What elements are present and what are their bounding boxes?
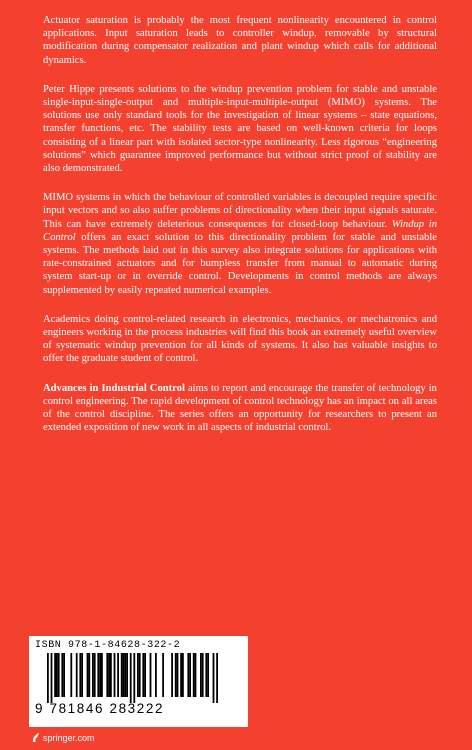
publisher-link[interactable] [31,732,95,743]
barcode-bar [63,653,65,697]
barcode-bar [58,653,60,697]
barcode-bar [47,653,49,703]
barcode-bar [216,653,218,703]
barcode-bar [162,653,164,697]
paragraph-mimo-text-2: offers an exact solution to this directionality problem for stable and unstable systems. The methods laid out in this survey also integrate solutions for applications with rate-constrained actuators and for bumpless transfer from manual to automatic during system start-up or in override control. Developments in control methods are always supplemented by easily repeated numerical examples. [43,231,437,296]
barcode-bar [200,653,202,697]
barcode-bar [54,653,56,697]
barcode-bar [92,653,94,697]
paragraph-mimo [43,191,437,297]
series-name: Advances in Industrial Control [43,382,185,394]
barcode-bars [35,653,242,703]
barcode-bar [123,653,125,697]
barcode-bar [142,653,144,697]
barcode-digits: 9 781846 283222 [35,701,165,716]
isbn-barcode [29,636,248,727]
barcode-bar [87,653,89,697]
barcode-bar [94,653,96,697]
paragraph-audience: Academics doing control-related research in electronics, mechanics, or mechatronics and engineers working in the process industries will find this book an extremely useful overview of systematic windup prevention for all kinds of systems. It also has valuable insights to offer the graduate student of control. [43,313,437,365]
barcode-bar [130,653,132,703]
barcode-bar [117,653,119,697]
barcode-bar [155,653,157,697]
barcode-bar [180,653,182,697]
barcode-bar [175,653,177,697]
publisher-website: springer.com [43,732,95,743]
barcode-bar [202,653,204,697]
paragraph-solutions: Peter Hippe presents solutions to the windup prevention problem for stable and unstable single-input-single-output and multiple-input-multiple-output (MIMO) systems. The solutions use only standard tools for the investigation of linear systems – state equations, transfer functions, etc. The stability tests are based on well-known criteria for loops consisting of a linear part with isolated sector-type nonlinearity. Less rigorous “engineering solutions” which guarantee improved performance but without strict proof of stability are also demonstrated. [43,83,437,175]
barcode-bar [81,653,83,697]
barcode-bar [51,653,53,703]
barcode-bar [70,653,72,697]
barcode-bar [124,653,126,697]
barcode-bar [189,653,191,697]
barcode-bar [114,653,116,697]
barcode-bar [193,653,195,697]
barcode-bar [99,653,101,697]
barcode-bar [101,653,103,697]
barcode-bar [144,653,146,697]
barcode-bar [207,653,209,697]
barcode-bar [150,653,152,697]
paragraph-mimo-text-1: MIMO systems in which the behaviour of controlled variables is decoupled require specific input vectors and so also suffer problems of directionality when their input signals saturate. This can have extremely deleterious consequences for closed-loop behaviour. [43,192,437,230]
barcode-bar [171,653,173,697]
barcode-bar [213,653,215,703]
barcode-bar [137,653,139,697]
paragraph-series-text: aims to report and encourage the transfer of technology in control engineering. The rapid development of control technology has an impact on all areas of the control discipline. The series offers an opportunity for researchers to present an extended exposition of new work in all aspects of industrial control. [43,382,437,434]
barcode-bar [61,653,63,697]
barcode-bar [205,653,207,697]
barcode-bar [177,653,179,697]
barcode-bar [106,653,108,697]
barcode-bar [88,653,90,697]
barcode-bar [110,653,112,697]
barcode-bar [195,653,197,697]
barcode-bar [76,653,78,697]
barcode-bar [79,653,81,697]
barcode-bar [182,653,184,697]
barcode-bar [108,653,110,697]
barcode-bar [56,653,58,697]
paragraph-series [43,382,437,435]
barcode-bar [133,653,135,703]
back-cover-text [43,14,437,450]
isbn-label: ISBN 978-1-84628-322-2 [35,640,181,651]
springer-horse-icon [31,732,40,743]
barcode-bar [121,653,123,697]
book-title-italic: Windup in Control [43,218,438,243]
barcode-bar [187,653,189,697]
barcode-bar [126,653,128,697]
barcode-bar [97,653,99,697]
paragraph-intro: Actuator saturation is probably the most frequent nonlinearity encountered in control applications. Input saturation leads to controller windup, removable by structural modification during compensator realization and plant windup which calls for additional dynamics. [43,15,437,66]
barcode-bar [139,653,141,697]
